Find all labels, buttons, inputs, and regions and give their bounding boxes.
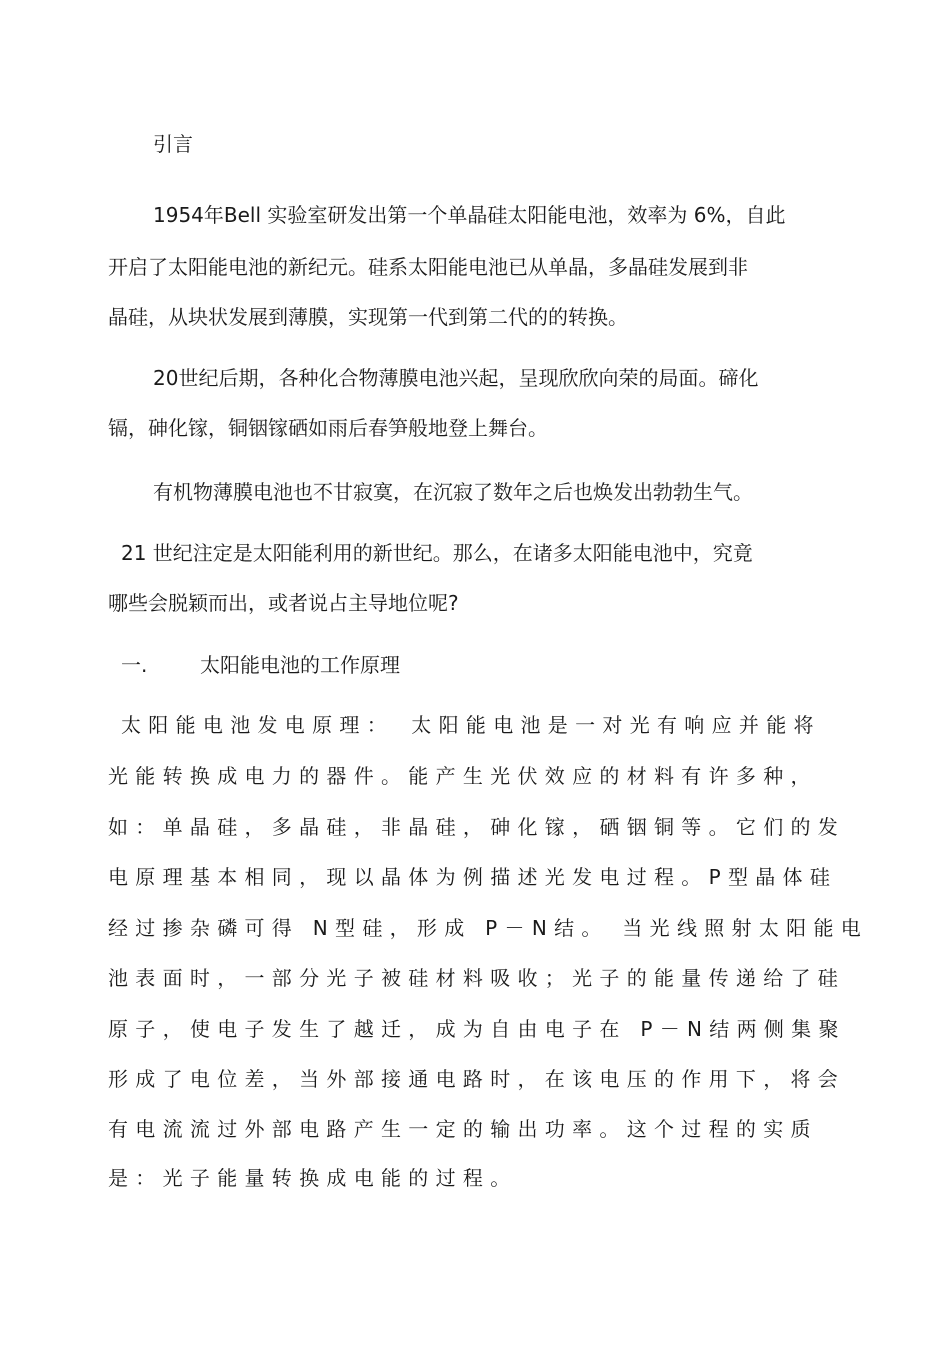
body-line: 光能转换成电力的器件。能产生光伏效应的材料有许多种，	[108, 764, 818, 788]
body-line: 太阳能电池发电原理： 太阳能电池是一对光有响应并能将	[121, 713, 821, 737]
body-line: 有电流流过外部电路产生一定的输出功率。这个过程的实质	[108, 1117, 818, 1141]
body-line: 经过掺杂磷可得 N型硅，形成 P－N结。 当光线照射太阳能电	[108, 916, 869, 940]
paragraph-line: 1954年Bell 实验室研发出第一个单晶硅太阳能电池，效率为 6%，自此	[153, 203, 786, 227]
body-line: 是：光子能量转换成电能的过程。	[108, 1166, 518, 1190]
body-line: 如：单晶硅，多晶硅，非晶硅，砷化镓，硒铟铜等。它们的发	[108, 815, 846, 839]
body-line: 形成了电位差，当外部接通电路时，在该电压的作用下，将会	[108, 1067, 846, 1091]
paragraph-line: 开启了太阳能电池的新纪元。硅系太阳能电池已从单晶，多晶硅发展到非	[108, 255, 748, 279]
section-number: 一.	[121, 653, 148, 677]
body-line: 池表面时，一部分光子被硅材料吸收；光子的能量传递给了硅	[108, 966, 846, 990]
paragraph-line: 晶硅，从块状发展到薄膜，实现第一代到第二代的的转换。	[108, 305, 628, 329]
paragraph-line: 哪些会脱颖而出，或者说占主导地位呢?	[108, 591, 459, 615]
paragraph-line: 21 世纪注定是太阳能利用的新世纪。那么，在诸多太阳能电池中，究竟	[121, 541, 753, 565]
paragraph-line: 20世纪后期，各种化合物薄膜电池兴起，呈现欣欣向荣的局面。碲化	[153, 366, 759, 390]
document-title: 引言	[153, 132, 193, 156]
section-heading: 太阳能电池的工作原理	[200, 653, 400, 677]
body-line: 电原理基本相同，现以晶体为例描述光发电过程。P型晶体硅	[108, 865, 838, 889]
paragraph-line: 有机物薄膜电池也不甘寂寞，在沉寂了数年之后也焕发出勃勃生气。	[153, 480, 753, 504]
paragraph-line: 镉，砷化镓，铜铟镓硒如雨后春笋般地登上舞台。	[108, 416, 548, 440]
body-line: 原子，使电子发生了越迁，成为自由电子在 P－N结两侧集聚	[108, 1017, 846, 1041]
